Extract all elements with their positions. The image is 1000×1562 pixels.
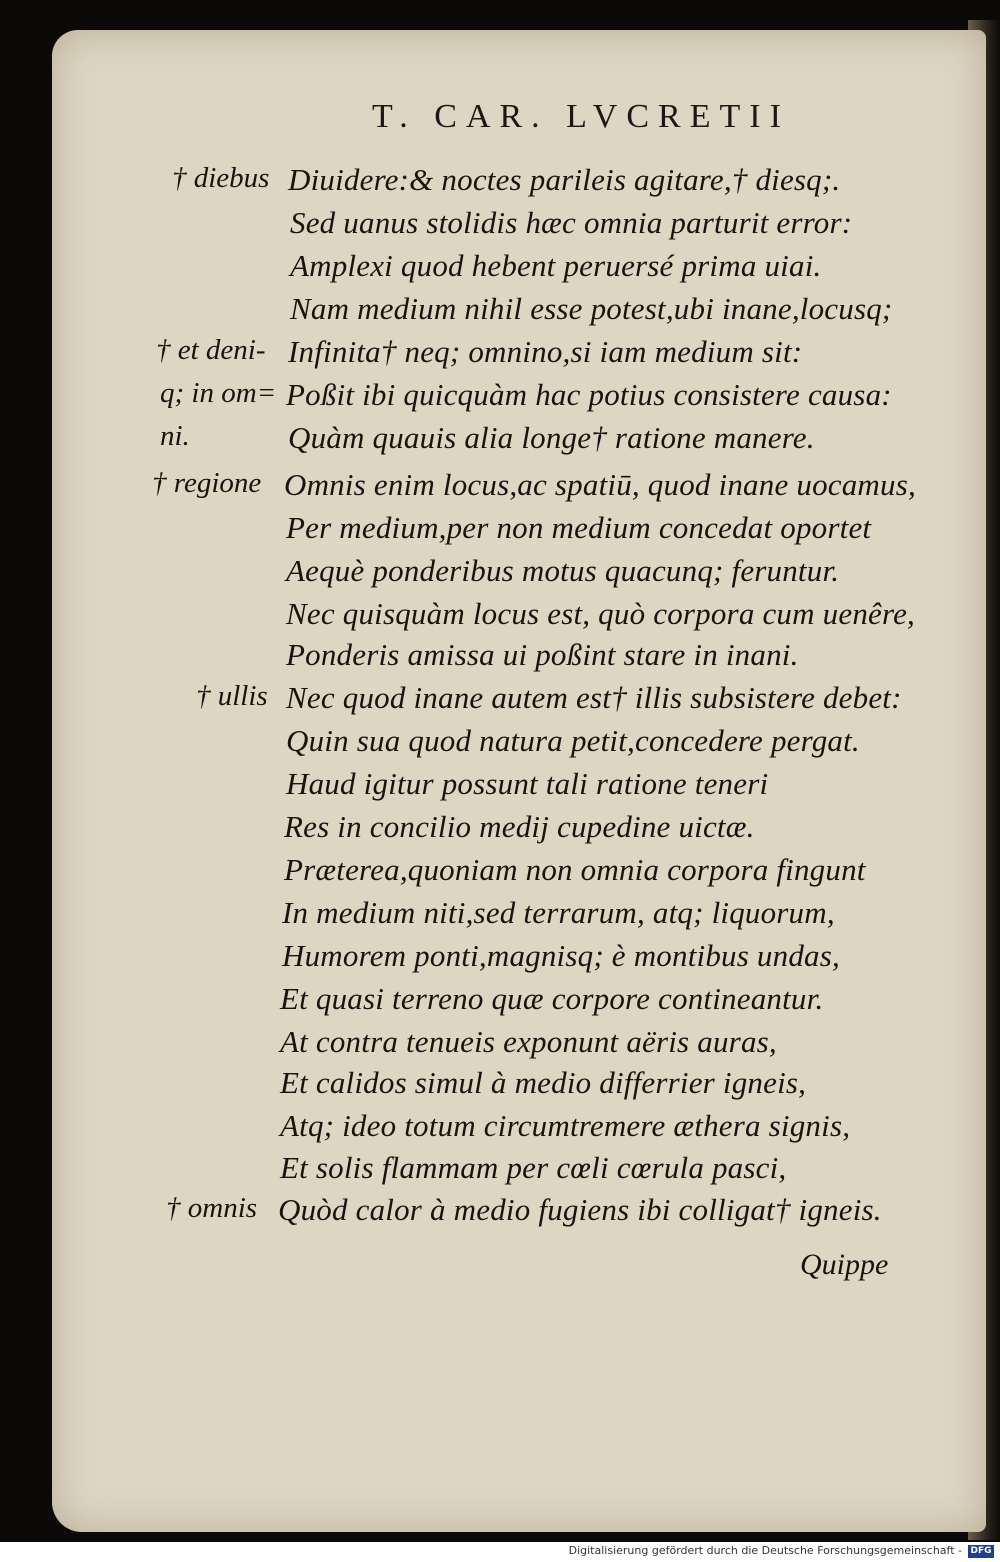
- verse-line: Infinita† neq; omnino,si iam medium sit:: [288, 334, 803, 369]
- verse-line: Amplexi quod hebent peruersé prima uiai.: [290, 248, 822, 283]
- verse-line: Quàm quauis alia longe† ratione manere.: [288, 420, 815, 455]
- marginal-note: † ullis: [196, 680, 268, 712]
- verse-line: Et quasi terreno quæ corpore contineantur.: [280, 981, 824, 1016]
- marginal-note: q; in om=: [160, 377, 277, 409]
- verse-line: Per medium,per non medium concedat oportet: [286, 510, 872, 545]
- verse-line: Omnis enim locus,ac spatiū, quod inane uocamus,: [284, 467, 916, 502]
- verse-line: Diuidere:& noctes parileis agitare,† diesq;.: [288, 162, 841, 197]
- verse-line: Et calidos simul à medio differrier igneis,: [280, 1065, 807, 1100]
- catchword: Quippe: [800, 1248, 889, 1281]
- verse-line: Haud igitur possunt tali ratione teneri: [286, 766, 769, 801]
- footer-text: Digitalisierung gefördert durch die Deutsche Forschungsgemeinschaft -: [568, 1544, 962, 1557]
- verse-line: Ponderis amissa ui poßint stare in inani.: [286, 637, 799, 672]
- verse-line: In medium niti,sed terrarum, atq; liquorum,: [282, 895, 835, 930]
- footer-bar: [0, 1542, 1000, 1562]
- verse-line: Quòd calor à medio fugiens ibi colligat† igneis.: [278, 1192, 882, 1227]
- verse-line: Sed uanus stolidis hæc omnia parturit error:: [290, 205, 853, 240]
- marginal-note: † et deni-: [156, 334, 266, 366]
- verse-line: Nec quisquàm locus est, quò corpora cum uenêre,: [286, 596, 916, 631]
- marginal-note: † omnis: [166, 1192, 258, 1224]
- verse-line: Aequè ponderibus motus quacunq; feruntur.: [286, 553, 840, 588]
- verse-line: Nam medium nihil esse potest,ubi inane,locusq;: [290, 291, 893, 326]
- dfg-logo: DFG: [968, 1545, 994, 1558]
- verse-line: Poßit ibi quicquàm hac potius consistere causa:: [286, 377, 892, 412]
- verse-line: Humorem ponti,magnisq; è montibus undas,: [282, 938, 840, 973]
- marginal-note: † diebus: [172, 162, 270, 194]
- marginal-note: ni.: [160, 420, 190, 452]
- verse-line: Et solis flammam per cœli cœrula pasci,: [280, 1150, 787, 1185]
- verse-line: Præterea,quoniam non omnia corpora fingunt: [284, 852, 866, 887]
- verse-line: Quin sua quod natura petit,concedere pergat.: [286, 723, 860, 758]
- verse-line: Res in concilio medij cupedine uictæ.: [284, 809, 755, 844]
- running-head: T. CAR. LVCRETII: [372, 98, 790, 135]
- verse-line: At contra tenueis exponunt aëris auras,: [280, 1024, 777, 1059]
- marginal-note: † regione: [152, 467, 262, 499]
- verse-line: Atq; ideo totum circumtremere æthera signis,: [280, 1108, 851, 1143]
- verse-line: Nec quod inane autem est† illis subsistere debet:: [286, 680, 902, 715]
